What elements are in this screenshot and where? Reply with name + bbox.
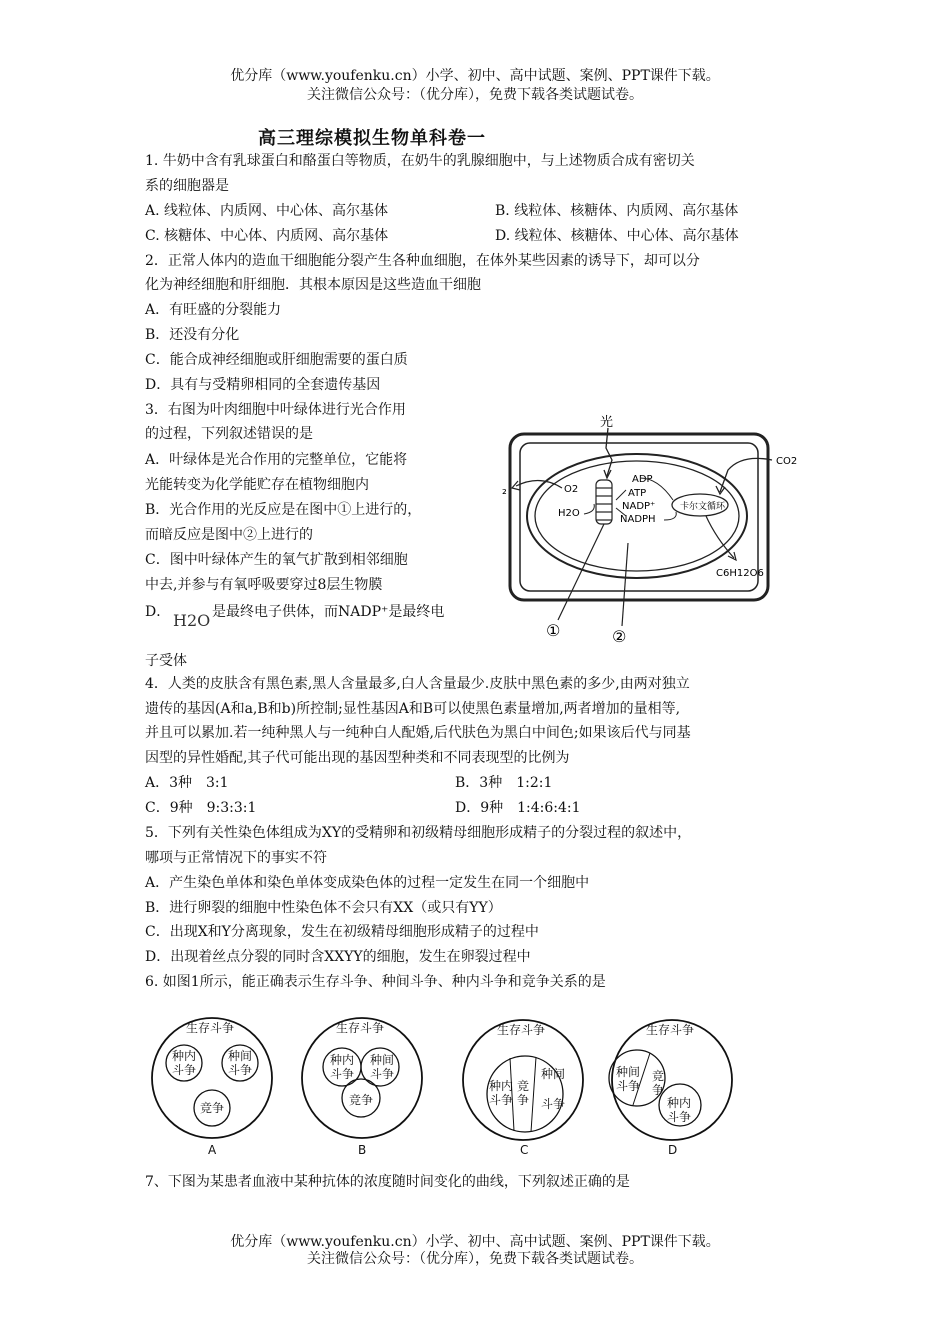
venn-b-comp: 竞争: [349, 1093, 374, 1107]
calvin-cycle-label: 卡尔文循环: [680, 502, 726, 512]
q5-option-d: D．出现着丝点分裂的同时含XXYY的细胞，发生在卵裂过程中: [145, 949, 531, 965]
chloroplast-diagram: [480, 408, 810, 648]
q4-stem-3: 并且可以累加.若一纯种黑人与一纯种白人配婚,后代肤色为黑白中间色;如果该后代与同基: [145, 725, 691, 741]
venn-b-outer-label: 生存斗争: [336, 1021, 385, 1035]
q1-stem-1: 1. 牛奶中含有乳球蛋白和酪蛋白等物质，在奶牛的乳腺细胞中，与上述物质合成有密切关: [145, 153, 695, 169]
q7-stem: 7、下图为某患者血液中某种抗体的浓度随时间变化的曲线，下列叙述正确的是: [145, 1174, 630, 1190]
venn-a-comp: 竞争: [200, 1101, 225, 1115]
q1-option-c: C. 核糖体、中心体、内质网、高尔基体: [145, 228, 389, 244]
h2o-label: H2O: [558, 508, 580, 519]
venn-c-label: C: [520, 1143, 529, 1157]
q4-stem-2: 遗传的基因(A和a,B和b)所控制;显性基因A和B可以使黑色素量增加,两者增加的量相等,: [145, 701, 681, 717]
glucose-label: C6H12O6: [716, 568, 764, 579]
venn-c-intra-2: 斗争: [489, 1093, 514, 1107]
header-line-1: 优分库（www.youfenku.cn）小学、初中、高中试题、案例、PPT课件下载。: [230, 68, 720, 84]
co2-label: CO2: [776, 456, 798, 467]
q2-option-c: C．能合成神经细胞或肝细胞需要的蛋白质: [145, 352, 408, 368]
venn-d-inter-2: 斗争: [616, 1079, 641, 1093]
q4-stem-4: 因型的异性婚配,其子代可能出现的基因型种类和不同表现型的比例为: [145, 750, 570, 766]
venn-b: [302, 1018, 422, 1157]
venn-diagrams: [140, 1010, 760, 1160]
adp-label: ADP: [632, 474, 653, 485]
venn-c-outer-label: 生存斗争: [497, 1023, 546, 1037]
o2-out-label: ₂: [502, 483, 507, 497]
venn-d-comp-a: 竞: [652, 1069, 665, 1083]
venn-d: [609, 1020, 732, 1157]
venn-a: [152, 1018, 272, 1157]
q5-option-b: B．进行卵裂的细胞中性染色体不会只有XX（或只有YY）: [145, 900, 502, 916]
q3-stem-1: 3．右图为叶肉细胞中叶绿体进行光合作用: [145, 402, 406, 418]
venn-c-inter-1: 种间: [541, 1067, 566, 1081]
q6-stem: 6. 如图1所示，能正确表示生存斗争、种间斗争、种内斗争和竞争关系的是: [145, 974, 606, 990]
atp-label: ATP: [628, 488, 647, 499]
venn-c-intra-1: 种内: [489, 1079, 514, 1093]
venn-c-comp-b: 争: [517, 1093, 530, 1107]
venn-a-inter-1: 种间: [228, 1049, 253, 1063]
q3-option-b-2: 而暗反应是图中②上进行的: [145, 527, 313, 543]
venn-a-outer-label: 生存斗争: [186, 1021, 235, 1035]
q5-option-c: C．出现X和Y分离现象，发生在初级精母细胞形成精子的过程中: [145, 924, 539, 940]
venn-d-label: D: [668, 1143, 678, 1157]
q1-option-b: B. 线粒体、核糖体、内质网、高尔基体: [495, 203, 739, 219]
venn-a-intra-2: 斗争: [172, 1063, 197, 1077]
q3-option-a-1: A．叶绿体是光合作用的完整单位，它能将: [145, 452, 408, 468]
venn-b-intra-2: 斗争: [330, 1067, 355, 1081]
venn-d-comp-b: 争: [652, 1083, 665, 1097]
q3-option-d-2: 子受体: [145, 653, 187, 669]
venn-d-intra-2: 斗争: [667, 1110, 692, 1124]
venn-a-inter-2: 斗争: [228, 1063, 253, 1077]
q5-option-a: A．产生染色单体和染色单体变成染色体的过程一定发生在同一个细胞中: [145, 875, 590, 891]
q3-option-d-prefix: D．: [145, 604, 171, 620]
label-2: ②: [612, 627, 627, 646]
venn-a-label: A: [208, 1143, 217, 1157]
venn-d-outer-label: 生存斗争: [646, 1023, 695, 1037]
q1-option-a: A. 线粒体、内质网、中心体、高尔基体: [145, 203, 389, 219]
nadph-label: NADPH: [620, 514, 656, 525]
q5-stem-2: 哪项与正常情况下的事实不符: [145, 850, 327, 866]
q3-option-d-text: 是最终电子供体，而NADP⁺是最终电: [212, 604, 445, 620]
q2-option-d: D．具有与受精卵相同的全套遗传基因: [145, 377, 381, 393]
q5-stem-1: 5．下列有关性染色体组成为XY的受精卵和初级精母细胞形成精子的分裂过程的叙述中，: [145, 825, 692, 841]
q2-stem-2: 化为神经细胞和肝细胞．其根本原因是这些造血干细胞: [145, 277, 481, 293]
nadp-label: NADP⁺: [622, 501, 656, 512]
o2-label: O2: [564, 484, 579, 495]
footer-line-2: 关注微信公众号：（优分库），免费下载各类试题试卷。: [307, 1251, 643, 1267]
q1-stem-2: 系的细胞器是: [145, 178, 229, 194]
venn-b-inter-2: 斗争: [370, 1067, 395, 1081]
light-label: 光: [600, 415, 614, 430]
q3-option-a-2: 光能转变为化学能贮存在植物细胞内: [145, 477, 369, 493]
q4-stem-1: 4．人类的皮肤含有黑色素,黑人含量最多,白人含量最少.皮肤中黑色素的多少,由两对独立: [145, 676, 690, 692]
q4-option-d: D．9种 1:4:6:4:1: [455, 800, 581, 816]
venn-c-comp-a: 竞: [517, 1079, 530, 1093]
q1-option-d: D. 线粒体、核糖体、中心体、高尔基体: [495, 228, 739, 244]
q3-option-b-1: B．光合作用的光反应是在图中①上进行的，: [145, 502, 422, 518]
venn-c: [463, 1020, 583, 1157]
venn-d-intra-1: 种内: [667, 1096, 692, 1110]
q3-stem-2: 的过程，下列叙述错误的是: [145, 426, 313, 442]
venn-b-intra-1: 种内: [330, 1053, 355, 1067]
venn-b-inter-1: 种间: [370, 1053, 395, 1067]
page-title: 高三理综模拟生物单科卷一: [258, 128, 486, 149]
grana-stack: [596, 480, 612, 524]
q2-option-a: A．有旺盛的分裂能力: [145, 302, 282, 318]
header-line-2: 关注微信公众号：（优分库），免费下载各类试题试卷。: [307, 87, 643, 103]
q4-option-b: B．3种 1:2:1: [455, 775, 553, 791]
q3-option-c-2: 中去,并参与有氧呼吸要穿过8层生物膜: [145, 577, 383, 593]
q2-stem-1: 2．正常人体内的造血干细胞能分裂产生各种血细胞，在体外某些因素的诱导下，却可以分: [145, 253, 700, 269]
q4-option-a: A．3种 3:1: [145, 775, 229, 791]
venn-b-label: B: [358, 1143, 367, 1157]
q3-option-c-1: C．图中叶绿体产生的氧气扩散到相邻细胞: [145, 552, 408, 568]
q3-h2o-formula: H2O: [173, 611, 211, 630]
footer-line-1: 优分库（www.youfenku.cn）小学、初中、高中试题、案例、PPT课件下载。: [230, 1234, 720, 1250]
q2-option-b: B．还没有分化: [145, 327, 240, 343]
venn-a-intra-1: 种内: [172, 1049, 197, 1063]
q4-option-c: C．9种 9:3:3:1: [145, 800, 257, 816]
venn-d-inter-1: 种间: [616, 1065, 641, 1079]
venn-c-inter-2: 斗争: [541, 1097, 566, 1111]
label-1: ①: [546, 621, 561, 640]
